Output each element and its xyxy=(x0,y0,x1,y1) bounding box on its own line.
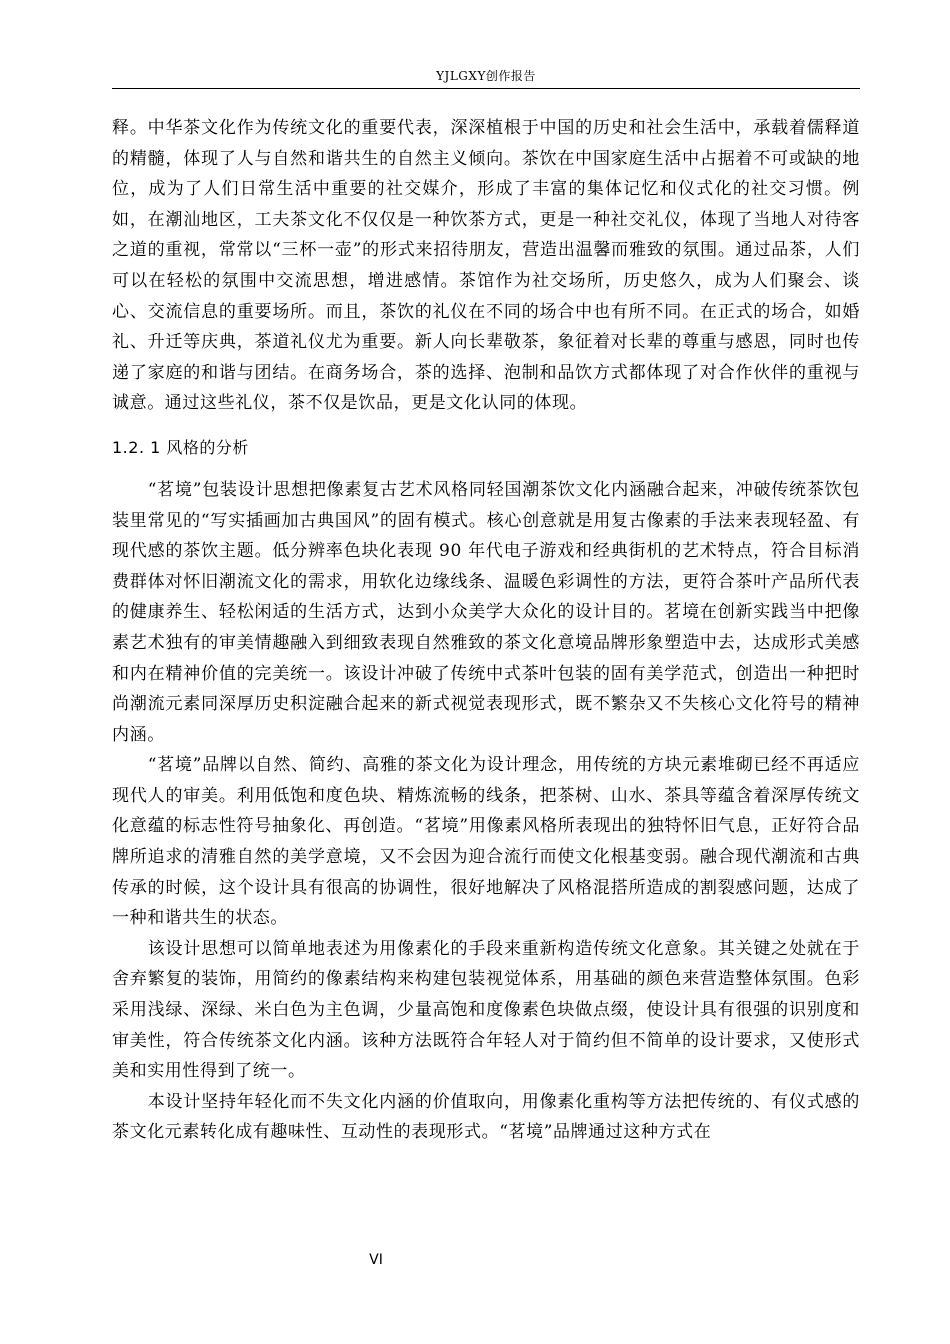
body-paragraph-1: 释。中华茶文化作为传统文化的重要代表，深深植根于中国的历史和社会生活中，承载着儒释道的精髓，体现了人与自然和谐共生的自然主义倾向。茶饮在中国家庭生活中占据着不可或缺的地位，成为了人们日常生活中重要的社交媒介，形成了丰富的集体记忆和仪式化的社交习惯。例如，在潮汕地区，工夫茶文化不仅仅是一种饮茶方式，更是一种社交礼仪，体现了当地人对待客之道的重视，常常以“三杯一壶”的形式来招待朋友，营造出温馨而雅致的氛围。通过品茶，人们可以在轻松的氛围中交流思想，增进感情。茶馆作为社交场所，历史悠久，成为人们聚会、谈心、交流信息的重要场所。而且，茶饮的礼仪在不同的场合中也有所不同。在正式的场合，如婚礼、升迁等庆典，茶道礼仪尤为重要。新人向长辈敬茶，象征着对长辈的尊重与感恩，同时也传递了家庭的和谐与团结。在商务场合，茶的选择、泡制和品饮方式都体现了对合作伙伴的重视与诚意。通过这些礼仪，茶不仅是饮品，更是文化认同的体现。 xyxy=(112,118,860,414)
body-paragraph-3: “茗境”品牌以自然、简约、高雅的茶文化为设计理念，用传统的方块元素堆砌已经不再适应现代人的审美。利用低饱和度色块、精炼流畅的线条，把茶树、山水、茶具等蕴含着深厚传统文化意蕴的标志性符号抽象化、再创造。“茗境”用像素风格所表现出的独特怀旧气息，正好符合品牌所追求的清雅自然的美学意境，又不会因为迎合流行而使文化根基变弱。融合现代潮流和古典传承的时候，这个设计具有很高的协调性，很好地解决了风格混搭所造成的割裂感问题，达成了一种和谐共生的状态。 xyxy=(112,755,860,929)
body-content xyxy=(112,113,860,1148)
body-paragraph-2: “茗境”包装设计思想把像素复古艺术风格同轻国潮茶饮文化内涵融合起来，冲破传统茶饮包装里常见的“写实插画加古典国风”的固有模式。核心创意就是用复古像素的手法来表现轻盈、有现代感的茶饮主题。低分辨率色块化表现 90 年代电子游戏和经典街机的艺术特点，符合目标消费群体对怀旧潮流文化的需求，用软化边缘线条、温暖色彩调性的方法，更符合茶叶产品所代表的健康养生、轻松闲适的生活方式，达到小众美学大众化的设计目的。茗境在创新实践当中把像素艺术独有的审美情趣融入到细致表现自然雅致的茶文化意境品牌形象塑造中去，达成形式美感和内在精神价值的完美统一。该设计冲破了传统中式茶叶包装的固有美学范式，创造出一种把时尚潮流元素同深厚历史积淀融合起来的新式视觉表现形式，既不繁杂又不失核心文化符号的精神内涵。 xyxy=(112,479,860,745)
running-header: YJLGXY创作报告 xyxy=(436,69,536,83)
section-heading: 1.2. 1 风格的分析 xyxy=(112,437,249,457)
header-rule xyxy=(112,88,860,89)
body-paragraph-5: 本设计坚持年轻化而不失文化内涵的价值取向，用像素化重构等方法把传统的、有仪式感的茶文化元素转化成有趣味性、互动性的表现形式。“茗境”品牌通过这种方式在 xyxy=(112,1091,860,1143)
page-number: VI xyxy=(369,1252,383,1268)
body-paragraph-4: 该设计思想可以简单地表述为用像素化的手段来重新构造传统文化意象。其关键之处就在于舍弃繁复的装饰，用简约的像素结构来构建包装视觉体系，用基础的颜色来营造整体氛围。色彩采用浅绿、深绿、米白色为主色调，少量高饱和度像素色块做点缀，使设计具有很强的识别度和审美性，符合传统茶文化内涵。该种方法既符合年轻人对于简约但不简单的设计要求，又使形式美和实用性得到了统一。 xyxy=(112,938,860,1082)
